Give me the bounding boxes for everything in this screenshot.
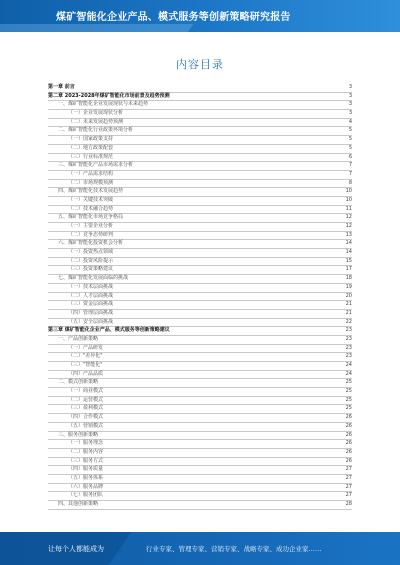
toc-entry[interactable] bbox=[48, 180, 352, 189]
toc-entry[interactable] bbox=[48, 458, 352, 467]
toc-entry[interactable] bbox=[48, 301, 352, 310]
toc-entry[interactable] bbox=[48, 162, 352, 171]
toc-entry-page: 12 bbox=[345, 214, 352, 221]
toc-entry[interactable] bbox=[48, 110, 352, 119]
toc-entry-page: 25 bbox=[345, 405, 352, 412]
toc-entry-title: （二）运营模式 bbox=[48, 397, 105, 403]
toc-entry-title: （四）合作模式 bbox=[48, 414, 105, 420]
header-decoration bbox=[0, 24, 194, 32]
toc-entry-title: （一）服务理念 bbox=[48, 440, 105, 446]
toc-entry-page: 3 bbox=[348, 84, 352, 90]
toc-entry-title: 第二章 2023-2028年煤矿智能化市场前景及趋势预测 bbox=[48, 92, 170, 99]
toc-entry-title: （三）盈利模式 bbox=[48, 405, 105, 411]
toc-entry[interactable] bbox=[48, 145, 352, 154]
toc-entry-title: 一、煤矿智能化企业发展现状与未来趋势 bbox=[48, 101, 150, 107]
toc-entry-title: （四）产品品质 bbox=[48, 371, 105, 377]
toc-entry[interactable] bbox=[48, 214, 352, 223]
toc-entry[interactable] bbox=[48, 449, 352, 458]
toc-entry[interactable] bbox=[48, 266, 352, 275]
toc-entry[interactable] bbox=[48, 388, 352, 397]
toc-entry-page: 14 bbox=[345, 240, 352, 247]
toc-entry-title: （三）"智能化" bbox=[48, 362, 105, 368]
toc-entry-page: 3 bbox=[348, 101, 352, 108]
toc-entry-title: （一）产品研发 bbox=[48, 345, 105, 351]
toc-entry[interactable] bbox=[48, 84, 352, 93]
toc-entry-page: 18 bbox=[345, 275, 352, 282]
toc-entry-title: （五）营销模式 bbox=[48, 423, 105, 429]
toc-entry-page: 24 bbox=[345, 362, 352, 368]
toc-entry-title: （四）服务质量 bbox=[48, 466, 105, 472]
toc-entry[interactable] bbox=[48, 440, 352, 449]
toc-entry-page: 26 bbox=[345, 457, 352, 464]
toc-entry-title: （一）投资热点领域 bbox=[48, 249, 115, 255]
toc-entry-page: 23 bbox=[345, 344, 352, 351]
toc-entry-title: （一）关键技术突破 bbox=[48, 197, 115, 203]
toc-entry-page: 5 bbox=[348, 136, 352, 143]
toc-entry[interactable] bbox=[48, 188, 352, 197]
toc-entry-title: 四、其他创新策略 bbox=[48, 501, 100, 507]
toc-entry-page: 19 bbox=[345, 283, 352, 290]
toc-entry-page: 27 bbox=[345, 474, 352, 481]
toc-entry-title: （六）服务品牌 bbox=[48, 484, 105, 490]
toc-entry[interactable] bbox=[48, 319, 352, 328]
toc-entry[interactable] bbox=[48, 484, 352, 493]
toc-entry-page: 25 bbox=[345, 379, 352, 386]
toc-entry-page: 23 bbox=[345, 327, 352, 334]
toc-entry-title: 七、煤矿智能化发展面临的挑战 bbox=[48, 275, 130, 281]
toc-entry[interactable] bbox=[48, 345, 352, 354]
toc-entry[interactable] bbox=[48, 275, 352, 284]
toc-entry-title: 四、煤矿智能化技术发展趋势 bbox=[48, 188, 125, 194]
toc-entry[interactable] bbox=[48, 379, 352, 388]
toc-entry[interactable] bbox=[48, 336, 352, 345]
toc-entry-page: 5 bbox=[348, 144, 352, 151]
toc-entry-page: 27 bbox=[345, 492, 352, 499]
toc-entry-title: （一）商业模式 bbox=[48, 388, 105, 394]
toc-entry[interactable] bbox=[48, 492, 352, 501]
toc-entry-title: 第三章 煤矿智能化企业产品、模式服务等创新策略建议 bbox=[48, 327, 170, 334]
toc-entry-page: 21 bbox=[345, 309, 352, 316]
toc-entry[interactable] bbox=[48, 466, 352, 475]
toc-entry-page: 11 bbox=[345, 205, 352, 212]
toc-entry-page: 25 bbox=[345, 388, 352, 395]
toc-entry-title: （七）服务团队 bbox=[48, 492, 105, 498]
toc-entry-title: 三、煤矿智能化产品市场需求分析 bbox=[48, 162, 135, 168]
toc-entry[interactable] bbox=[48, 293, 352, 302]
toc-entry-page: 26 bbox=[345, 440, 352, 447]
toc-entry[interactable] bbox=[48, 423, 352, 432]
toc-entry-title: （三）服务方式 bbox=[48, 458, 105, 464]
toc-entry-title: 五、煤矿智能化市场竞争格局 bbox=[48, 214, 125, 220]
toc-entry[interactable] bbox=[48, 197, 352, 206]
table-of-contents bbox=[48, 84, 352, 510]
toc-entry[interactable] bbox=[48, 240, 352, 249]
toc-entry-page: 20 bbox=[345, 292, 352, 299]
toc-entry-page: 8 bbox=[348, 179, 352, 186]
toc-entry-page: 27 bbox=[345, 466, 352, 473]
toc-entry-title: （五）服务体系 bbox=[48, 475, 105, 481]
toc-entry-title: （二）服务内容 bbox=[48, 449, 105, 455]
toc-entry-title: （一）技术层面挑战 bbox=[48, 284, 115, 290]
toc-entry-page: 4 bbox=[348, 118, 352, 125]
toc-entry-page: 12 bbox=[345, 223, 352, 229]
toc-entry-title: （二）技术融合趋势 bbox=[48, 206, 115, 212]
toc-entry-title: （一）国家政策支持 bbox=[48, 136, 115, 142]
toc-entry-page: 17 bbox=[345, 266, 352, 273]
toc-entry-title: （二）市场规模预测 bbox=[48, 180, 115, 186]
toc-entry-page: 10 bbox=[345, 188, 352, 195]
toc-entry-page: 27 bbox=[345, 483, 352, 490]
toc-entry[interactable] bbox=[48, 475, 352, 484]
toc-entry-title: 第一章 前言 bbox=[48, 84, 75, 90]
toc-entry-title: 二、煤矿智能化行业政策环境分析 bbox=[48, 127, 135, 133]
footer-banner bbox=[0, 532, 400, 565]
toc-entry-title: （五）安全层面挑战 bbox=[48, 319, 115, 325]
toc-entry[interactable] bbox=[48, 223, 352, 232]
toc-entry[interactable] bbox=[48, 171, 352, 180]
toc-entry-title: 六、煤矿智能化投资机会分析 bbox=[48, 240, 125, 246]
toc-entry-page: 26 bbox=[345, 431, 352, 438]
toc-entry-title: 三、服务创新策略 bbox=[48, 432, 100, 438]
toc-entry-title: （二）地方政策配套 bbox=[48, 145, 115, 151]
report-title: 煤矿智能化企业产品、模式服务等创新策略研究报告 bbox=[56, 12, 291, 23]
toc-entry-title: （一）主要企业分析 bbox=[48, 223, 115, 229]
toc-entry-title: （二）人才层面挑战 bbox=[48, 293, 115, 299]
toc-entry[interactable] bbox=[48, 362, 352, 371]
toc-entry-title: （一）企业发展现状分析 bbox=[48, 110, 125, 116]
toc-entry-title: 二、模式创新策略 bbox=[48, 379, 100, 385]
footer-tagline: 行业专家、管理专家、营销专家、战略专家、成功企业家…… bbox=[146, 545, 322, 553]
toc-entry-title: （二）"差异化" bbox=[48, 353, 105, 359]
toc-entry-title: （二）未来发展趋势预测 bbox=[48, 119, 125, 125]
toc-entry-page: 10 bbox=[345, 196, 352, 203]
toc-heading: 内容目录 bbox=[176, 58, 224, 71]
toc-entry-page: 7 bbox=[348, 170, 352, 177]
toc-entry-page: 26 bbox=[345, 422, 352, 429]
report-header-banner bbox=[0, 0, 400, 32]
toc-entry-title: （三）资金层面挑战 bbox=[48, 301, 115, 307]
toc-entry[interactable] bbox=[48, 154, 352, 163]
toc-entry-title: 一、产品创新策略 bbox=[48, 336, 100, 342]
toc-entry[interactable] bbox=[48, 101, 352, 110]
toc-entry[interactable] bbox=[48, 284, 352, 293]
toc-entry-page: 25 bbox=[345, 396, 352, 403]
toc-entry-page: 15 bbox=[345, 257, 352, 264]
toc-entry-title: （二）投资风险提示 bbox=[48, 258, 115, 264]
toc-entry-page: 6 bbox=[348, 153, 352, 160]
toc-entry[interactable] bbox=[48, 432, 352, 441]
toc-entry-title: （一）产品需求结构 bbox=[48, 171, 115, 177]
toc-entry-title: （三）行业标准规范 bbox=[48, 154, 115, 160]
toc-entry[interactable] bbox=[48, 501, 352, 510]
toc-entry-page: 7 bbox=[348, 162, 352, 169]
toc-entry[interactable] bbox=[48, 136, 352, 145]
toc-entry-title: （二）竞争态势研判 bbox=[48, 232, 115, 238]
toc-entry[interactable] bbox=[48, 127, 352, 136]
toc-entry-page: 13 bbox=[345, 231, 352, 238]
toc-entry-page: 28 bbox=[345, 501, 352, 507]
toc-entry-page: 3 bbox=[348, 110, 352, 117]
footer-slogan: 让每个人都能成为 bbox=[48, 545, 104, 553]
toc-entry-title: （四）管理层面挑战 bbox=[48, 310, 115, 316]
toc-entry[interactable] bbox=[48, 327, 352, 336]
toc-entry-page: 26 bbox=[345, 414, 352, 421]
toc-entry[interactable] bbox=[48, 405, 352, 414]
toc-entry-page: 24 bbox=[345, 370, 352, 377]
toc-entry[interactable] bbox=[48, 353, 352, 362]
toc-entry-page: 26 bbox=[345, 448, 352, 455]
toc-entry[interactable] bbox=[48, 249, 352, 258]
toc-entry-page: 5 bbox=[348, 127, 352, 134]
toc-entry-page: 23 bbox=[345, 353, 352, 360]
toc-entry[interactable] bbox=[48, 414, 352, 423]
toc-entry-page: 22 bbox=[345, 318, 352, 325]
toc-entry-page: 3 bbox=[348, 92, 352, 99]
toc-entry-page: 21 bbox=[345, 301, 352, 308]
toc-entry-page: 14 bbox=[345, 249, 352, 256]
toc-entry[interactable] bbox=[48, 310, 352, 319]
toc-entry-title: （三）投资策略建议 bbox=[48, 266, 115, 272]
toc-entry-page: 23 bbox=[345, 335, 352, 342]
toc-entry[interactable] bbox=[48, 206, 352, 215]
